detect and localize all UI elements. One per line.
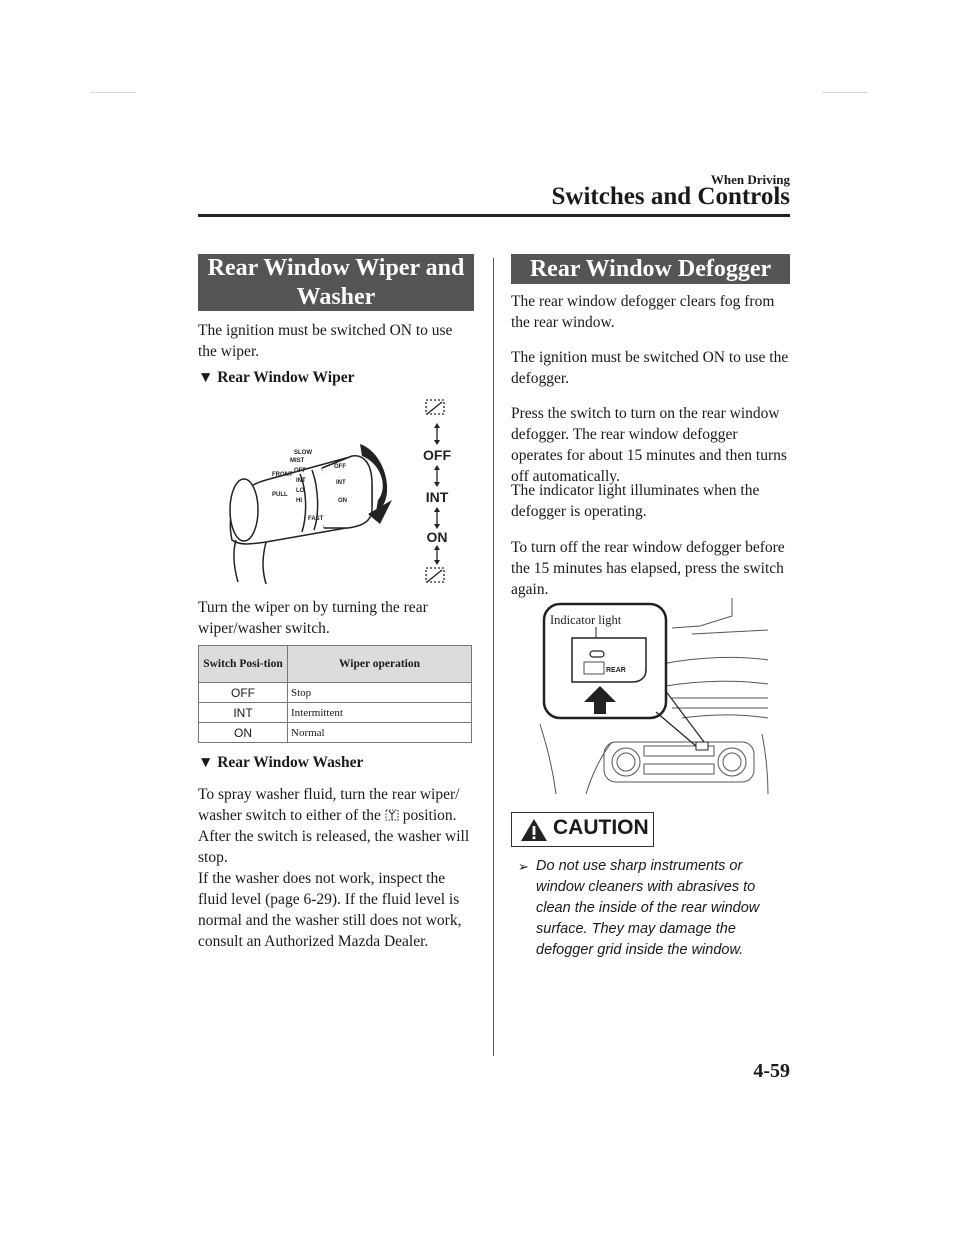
- position-label-on: ON: [426, 529, 448, 545]
- table-row: [199, 723, 472, 743]
- triangle-bullet-icon: ▼: [198, 754, 218, 771]
- stalk-label: HI: [296, 498, 302, 504]
- defogger-switch-illustration: [532, 594, 774, 800]
- position-label-off: OFF: [423, 447, 451, 463]
- stalk-label: PULL: [272, 492, 288, 498]
- stalk-label: INT: [296, 478, 306, 484]
- stalk-label: MIST: [290, 458, 305, 464]
- table-cell-position: INT: [199, 703, 288, 723]
- page-number: 4-59: [753, 1060, 790, 1082]
- crop-mark: [90, 92, 136, 93]
- defogger-para-1: The rear window defogger clears fog from the rear window.: [511, 293, 775, 331]
- subheading-rear-wiper: [198, 369, 354, 387]
- subheading-text: Rear Window Washer: [217, 754, 364, 771]
- stalk-label: FRONT: [272, 472, 293, 478]
- table-header-row: [199, 646, 472, 683]
- defogger-para-2: The ignition must be switched ON to use the defogger.: [511, 349, 789, 387]
- table-header: Wiper operation: [288, 646, 472, 683]
- section-banner-defogger: Rear Window Defogger: [511, 254, 790, 284]
- stalk-label: INT: [336, 480, 346, 486]
- stalk-label: ON: [338, 498, 347, 504]
- crop-mark: [822, 92, 868, 93]
- stalk-label: OFF: [294, 468, 306, 474]
- subheading-rear-washer: [198, 754, 363, 772]
- stalk-label: OFF: [334, 464, 346, 470]
- warning-triangle-icon: [520, 818, 548, 842]
- washer-instructions: [198, 784, 478, 952]
- column-divider: [493, 258, 494, 1056]
- table-cell-operation: Normal: [288, 723, 472, 743]
- arrow-bullet-icon: ➢: [518, 859, 529, 874]
- defogger-para-3: Press the switch to turn on the rear window defogger. The rear window defogger operates for about 15 minutes and then turns off automatically.: [511, 405, 787, 485]
- wiper-intro: The ignition must be switched ON to use the wiper.: [198, 322, 453, 360]
- table-cell-operation: Intermittent: [288, 703, 472, 723]
- table-cell-operation: Stop: [288, 683, 472, 703]
- washer-text: After the switch is released, the washer will stop.: [198, 828, 470, 866]
- section-label: When Driving: [710, 172, 790, 187]
- table-cell-position: OFF: [199, 683, 288, 703]
- stalk-label: FAST: [308, 516, 324, 522]
- washer-text: position.: [402, 807, 457, 824]
- defogger-para-5: To turn off the rear window defogger before the 15 minutes has elapsed, press the switch again.: [511, 539, 785, 598]
- table-row: [199, 703, 472, 723]
- banner-line: Rear Window Wiper and: [207, 255, 465, 281]
- wiper-stalk-illustration: [196, 392, 476, 592]
- triangle-bullet-icon: ▼: [198, 369, 218, 386]
- stalk-label: LO: [296, 488, 305, 494]
- washer-text: To spray washer fluid, turn the rear wiper/ washer switch to either of the: [198, 786, 460, 824]
- defogger-para-4: The indicator light illuminates when the defogger is operating.: [511, 482, 760, 520]
- wiper-operation-table: [198, 645, 472, 743]
- section-banner-wiper: [198, 254, 474, 311]
- header-rule: [198, 214, 790, 217]
- indicator-light-callout: Indicator light: [550, 613, 622, 627]
- table-header: Switch Posi-tion: [199, 646, 288, 683]
- caution-text: Do not use sharp instruments or window cleaners with abrasives to clean the inside of the rear window surface. They may damage the defogger grid inside the window.: [536, 858, 760, 958]
- washer-spray-icon: [385, 808, 399, 821]
- washer-text: If the washer does not work, inspect the fluid level (page 6-29). If the fluid level is normal and the washer still does not work, consult an Authorized Mazda Dealer.: [198, 870, 462, 950]
- banner-line: Washer: [296, 284, 376, 310]
- table-cell-position: ON: [199, 723, 288, 743]
- section-title: Switches and Controls: [551, 183, 790, 210]
- caution-body: [518, 856, 792, 961]
- rear-switch-label: REAR: [606, 667, 626, 674]
- table-row: [199, 683, 472, 703]
- indicator-light: [590, 651, 604, 657]
- caution-title: CAUTION: [553, 816, 649, 839]
- subheading-text: Rear Window Wiper: [217, 369, 355, 386]
- stalk-label: SLOW: [294, 450, 312, 456]
- position-label-int: INT: [425, 489, 449, 505]
- turn-wiper-text: Turn the wiper on by turning the rear wiper/washer switch.: [198, 599, 428, 637]
